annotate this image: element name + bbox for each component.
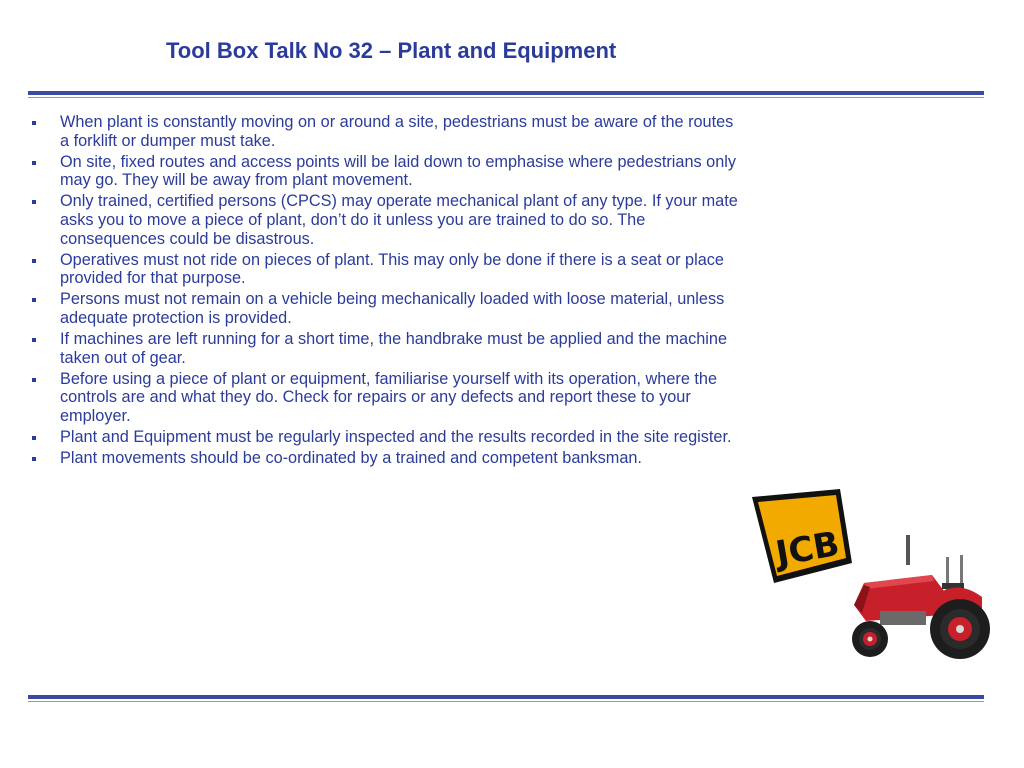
slide-title: Tool Box Talk No 32 – Plant and Equipment xyxy=(166,38,617,63)
bullet-marker-icon xyxy=(32,161,36,165)
bullet-item xyxy=(30,449,742,468)
bullet-text: If machines are left running for a short time, the handbrake must be applied and the machine taken out of gear. xyxy=(60,330,728,367)
bullet-marker-icon xyxy=(32,121,36,125)
bullet-text: On site, fixed routes and access points will be laid down to emphasise where pedestrians only may go. They will be away from plant movement. xyxy=(60,152,737,190)
tractor-icon xyxy=(852,535,990,659)
bullet-marker-icon xyxy=(32,378,36,382)
bullet-text: Plant and Equipment must be regularly inspected and the results recorded in the site register. xyxy=(60,428,732,446)
jcb-logo-icon xyxy=(752,489,852,583)
jcb-tractor-image xyxy=(746,487,990,675)
bullet-text: Before using a piece of plant or equipment, familiarise yourself with its operation, where the controls are and what they do. Check for repairs or any defects and report these to your employer. xyxy=(60,369,718,425)
bullet-text: Persons must not remain on a vehicle being mechanically loaded with loose material, unless adequate protection is provided. xyxy=(60,290,725,327)
bullet-text: Only trained, certified persons (CPCS) may operate mechanical plant of any type. If your mate asks you to move a piece of plant, don’t do it unless you are trained to do so. The consequences could be disastrous. xyxy=(60,192,738,248)
bullet-marker-icon xyxy=(32,200,36,204)
bullet-item xyxy=(30,330,742,367)
bullet-text: Plant movements should be co-ordinated by a trained and competent banksman. xyxy=(60,449,642,468)
bullet-item xyxy=(30,153,742,190)
bullet-marker-icon xyxy=(32,259,36,263)
bullet-marker-icon xyxy=(32,338,36,342)
bullet-list xyxy=(30,113,742,470)
bullet-marker-icon xyxy=(32,298,36,302)
logo-text: JCB xyxy=(772,523,843,575)
bullet-item xyxy=(30,428,742,447)
bullet-item xyxy=(30,192,742,248)
bullet-text: Operatives must not ride on pieces of plant. This may only be done if there is a seat or place provided for that purpose. xyxy=(60,250,724,288)
bullet-marker-icon xyxy=(32,457,36,461)
bullet-item xyxy=(30,370,742,426)
bullet-item xyxy=(30,113,742,150)
footer-divider xyxy=(28,695,984,702)
header-divider xyxy=(28,91,984,98)
bullet-item xyxy=(30,251,742,288)
bullet-item xyxy=(30,290,742,327)
bullet-marker-icon xyxy=(32,436,36,440)
bullet-text: When plant is constantly moving on or around a site, pedestrians must be aware of the routes a forklift or dumper must take. xyxy=(60,113,734,150)
